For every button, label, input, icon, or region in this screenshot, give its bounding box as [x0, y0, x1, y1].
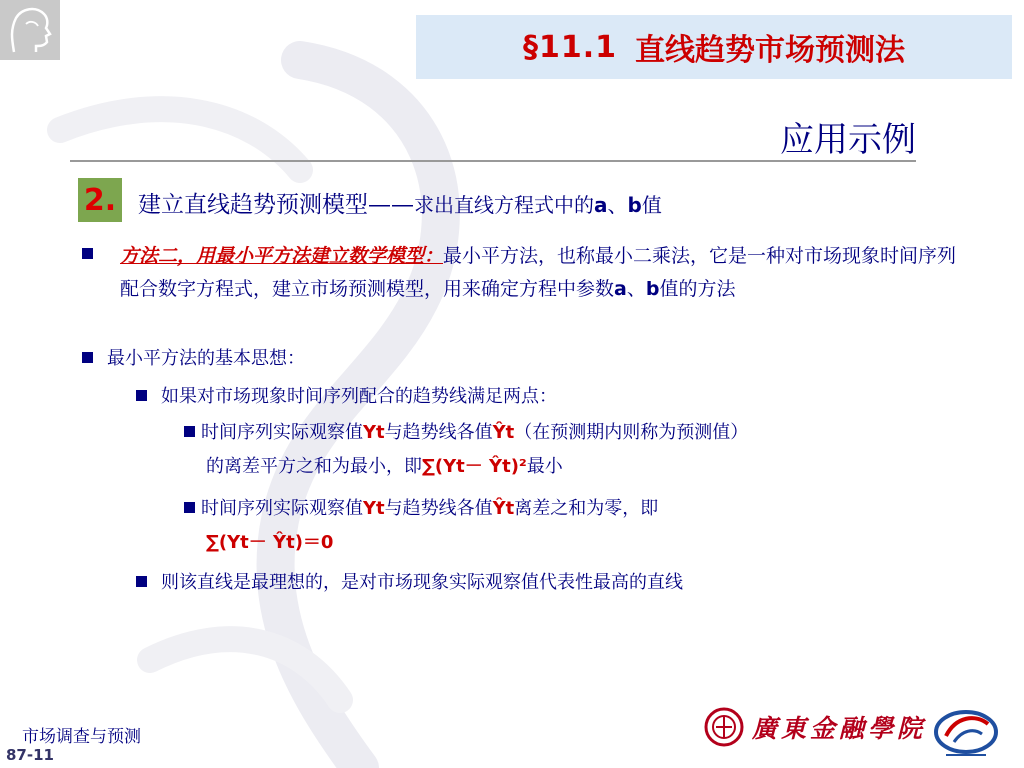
course-name: 市场调查与预测 [22, 727, 141, 747]
subtitle: 应用示例 [780, 120, 916, 160]
bullet-point-one [184, 416, 984, 484]
heading-a: a [594, 193, 608, 217]
p1-text-3: （在预测期内则称为预测值） [514, 422, 749, 443]
method-two-a: a [614, 278, 627, 300]
bullet-square-icon [184, 426, 195, 437]
heading-b: b [627, 193, 642, 217]
step-number-badge: 2. [78, 178, 122, 222]
heading-sep: 、 [607, 193, 628, 217]
school-name: 廣東金融學院 [752, 714, 927, 743]
bullet-method-two [82, 240, 962, 306]
face-profile-icon [0, 0, 60, 60]
method-two-label: 方法二，用最小平方法建立数学模型： [120, 245, 444, 267]
basic-idea-text: 最小平方法的基本思想： [107, 348, 305, 369]
p2-formula: ∑(Yt－ Ŷt)＝0 [206, 532, 334, 553]
section-number: §11.1 [522, 29, 618, 65]
bullet-basic-idea [82, 342, 305, 375]
conclusion-text: 则该直线是最理想的，是对市场现象实际观察值代表性最高的直线 [161, 572, 683, 593]
emblem-icon [932, 706, 1000, 760]
p1-yhat: Ŷt [492, 422, 515, 443]
page-title: 直线趋势市场预测法 [635, 33, 906, 68]
heading-tail: 值 [641, 193, 662, 217]
face-logo [0, 0, 60, 60]
p2-text-3: 离差之和为零，即 [514, 498, 659, 519]
bullet-conclusion [136, 566, 683, 599]
p1-formula: ∑(Yt－ Ŷt)² [422, 456, 527, 477]
method-two-tail: 值的方法 [659, 278, 736, 300]
bullet-square-icon [136, 576, 147, 587]
bullet-square-icon [82, 248, 93, 259]
p1-text-5: 最小 [526, 456, 563, 477]
page-number: 87-11 [6, 746, 54, 764]
bullet-square-icon [136, 390, 147, 401]
condition-text: 如果对市场现象时间序列配合的趋势线满足两点： [161, 386, 557, 407]
method-two-text: 最小平方法，也称最小二乘法，它是一种对市场现象时间序列配合数字方程式，建立市场预测模型，用来确定方程中参数 [120, 245, 957, 300]
p1-text-2: 与趋势线各值 [384, 422, 493, 443]
p2-yt: Yt [363, 498, 385, 519]
method-two-b: b [645, 278, 660, 300]
heading-sub: 求出直线方程式中的 [414, 193, 594, 217]
bullet-square-icon [184, 502, 195, 513]
bullet-point-two [184, 492, 984, 560]
divider [70, 160, 916, 162]
method-two-sep: 、 [626, 278, 646, 300]
school-seal-icon [704, 707, 744, 747]
p2-text-1: 时间序列实际观察值 [201, 498, 363, 519]
p1-yt: Yt [363, 422, 385, 443]
heading-main: 建立直线趋势预测模型—— [138, 192, 414, 218]
title-banner [416, 15, 1012, 79]
p2-text-2: 与趋势线各值 [384, 498, 493, 519]
bullet-condition [136, 380, 557, 413]
bullet-square-icon [82, 352, 93, 363]
school-logo [704, 707, 926, 747]
p1-text-1: 时间序列实际观察值 [201, 422, 363, 443]
p2-yhat: Ŷt [492, 498, 515, 519]
p1-text-4: 的离差平方之和为最小，即 [206, 456, 422, 477]
section-heading [138, 186, 662, 219]
